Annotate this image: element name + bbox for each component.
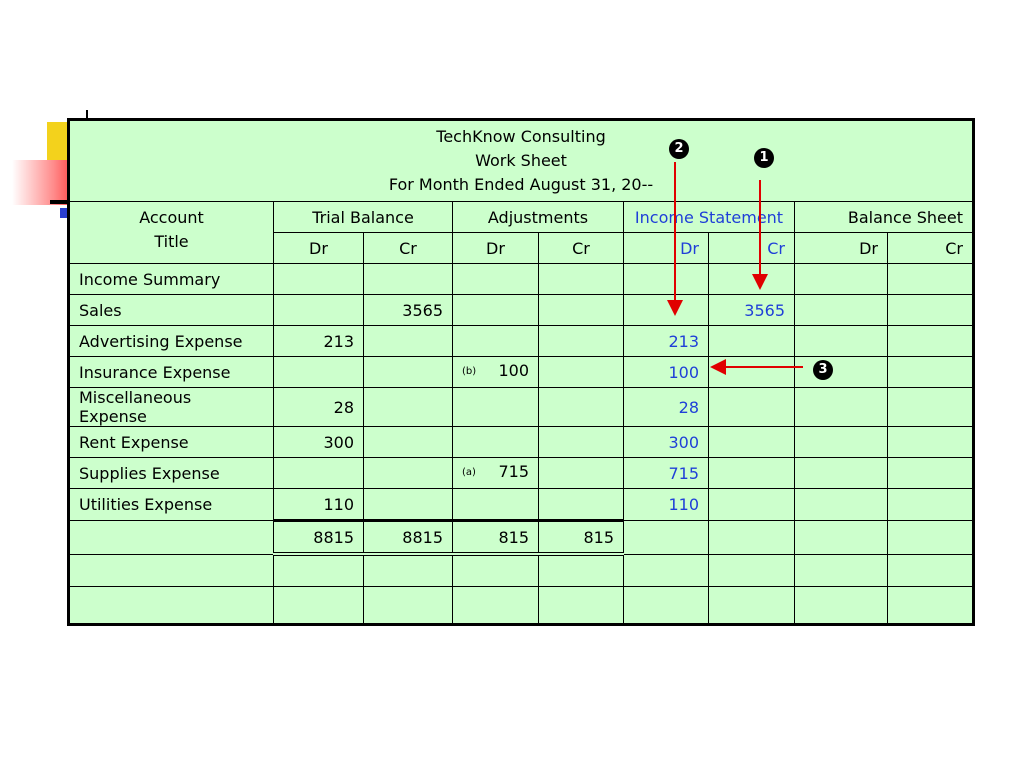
bs-cr bbox=[888, 388, 974, 427]
empty-cell bbox=[709, 554, 795, 587]
is-cr bbox=[709, 489, 795, 521]
empty-cell bbox=[364, 554, 453, 587]
bs-cr bbox=[888, 295, 974, 326]
bs-dr bbox=[795, 264, 888, 295]
adj-dr bbox=[453, 489, 539, 521]
is-cr: 3565 bbox=[709, 295, 795, 326]
balance-sheet-header: Balance Sheet bbox=[795, 202, 974, 233]
is-cr bbox=[709, 357, 795, 388]
account-title: Sales bbox=[69, 295, 274, 326]
marker-one: 1 bbox=[754, 148, 774, 168]
total-is-cr bbox=[709, 521, 795, 555]
tb-cr bbox=[364, 427, 453, 458]
marker-three: 3 bbox=[813, 360, 833, 380]
tb-cr bbox=[364, 489, 453, 521]
is-cr bbox=[709, 427, 795, 458]
bs-dr bbox=[795, 489, 888, 521]
account-header-line2: Title bbox=[154, 232, 189, 251]
tb-cr bbox=[364, 326, 453, 357]
bs-dr bbox=[795, 458, 888, 489]
adj-dr bbox=[453, 388, 539, 427]
totals-title bbox=[69, 521, 274, 555]
bs-cr bbox=[888, 458, 974, 489]
tb-dr: 300 bbox=[274, 427, 364, 458]
is-cr bbox=[709, 264, 795, 295]
table-row bbox=[69, 458, 974, 489]
period-label: For Month Ended August 31, 20-- bbox=[388, 175, 654, 194]
adj-dr-value: 715 bbox=[498, 462, 529, 481]
adj-label: (b) bbox=[462, 366, 477, 377]
tb-dr bbox=[274, 458, 364, 489]
is-dr bbox=[624, 295, 709, 326]
account-title-header bbox=[69, 202, 274, 264]
decoration-yellow-block bbox=[47, 122, 69, 160]
adj-dr bbox=[453, 326, 539, 357]
adj-cr bbox=[539, 458, 624, 489]
empty-cell bbox=[453, 554, 539, 587]
table-row bbox=[69, 295, 974, 326]
marker-two: 2 bbox=[669, 139, 689, 159]
is-dr: 110 bbox=[624, 489, 709, 521]
tb-dr: 110 bbox=[274, 489, 364, 521]
income-statement-header: Income Statement bbox=[624, 202, 795, 233]
bs-cr bbox=[888, 326, 974, 357]
table-row bbox=[69, 427, 974, 458]
table-row bbox=[69, 388, 974, 427]
empty-cell bbox=[453, 587, 539, 625]
empty-cell bbox=[795, 554, 888, 587]
adj-cr-header: Cr bbox=[539, 233, 624, 264]
adj-cr bbox=[539, 489, 624, 521]
adj-cr bbox=[539, 295, 624, 326]
adj-cr bbox=[539, 264, 624, 295]
adj-cr bbox=[539, 326, 624, 357]
empty-row bbox=[69, 554, 974, 587]
empty-cell bbox=[888, 587, 974, 625]
bs-cr bbox=[888, 357, 974, 388]
empty-cell bbox=[274, 587, 364, 625]
empty-cell bbox=[795, 587, 888, 625]
adj-dr-value: 100 bbox=[498, 361, 529, 380]
document-name: Work Sheet bbox=[475, 151, 567, 170]
bs-dr bbox=[795, 427, 888, 458]
table-row bbox=[69, 326, 974, 357]
tb-dr-header: Dr bbox=[274, 233, 364, 264]
empty-cell bbox=[274, 554, 364, 587]
is-cr bbox=[709, 388, 795, 427]
bs-cr bbox=[888, 264, 974, 295]
tb-dr: 28 bbox=[274, 388, 364, 427]
adj-cr bbox=[539, 427, 624, 458]
account-title: Utilities Expense bbox=[69, 489, 274, 521]
account-title: Income Summary bbox=[69, 264, 274, 295]
adj-dr bbox=[453, 295, 539, 326]
account-title: Advertising Expense bbox=[69, 326, 274, 357]
tb-cr bbox=[364, 357, 453, 388]
tb-dr bbox=[274, 295, 364, 326]
empty-cell bbox=[539, 554, 624, 587]
tb-cr bbox=[364, 264, 453, 295]
total-is-dr bbox=[624, 521, 709, 555]
tb-cr bbox=[364, 458, 453, 489]
company-name: TechKnow Consulting bbox=[436, 127, 606, 146]
is-cr bbox=[709, 458, 795, 489]
is-dr bbox=[624, 264, 709, 295]
total-adj-dr: 815 bbox=[453, 521, 539, 555]
adj-dr bbox=[453, 427, 539, 458]
tb-cr-header: Cr bbox=[364, 233, 453, 264]
account-title: Supplies Expense bbox=[69, 458, 274, 489]
worksheet-heading bbox=[69, 120, 974, 202]
adj-label: (a) bbox=[462, 467, 476, 478]
account-title: Rent Expense bbox=[69, 427, 274, 458]
is-dr: 715 bbox=[624, 458, 709, 489]
adj-dr-header: Dr bbox=[453, 233, 539, 264]
empty-cell bbox=[624, 587, 709, 625]
bs-cr bbox=[888, 427, 974, 458]
bs-dr bbox=[795, 295, 888, 326]
heading-row bbox=[69, 120, 974, 202]
bs-cr-header: Cr bbox=[888, 233, 974, 264]
empty-cell bbox=[624, 554, 709, 587]
bs-cr bbox=[888, 489, 974, 521]
totals-row bbox=[69, 521, 974, 555]
empty-cell bbox=[539, 587, 624, 625]
total-adj-cr: 815 bbox=[539, 521, 624, 555]
table-row bbox=[69, 357, 974, 388]
table-row bbox=[69, 489, 974, 521]
work-sheet-table bbox=[67, 118, 975, 626]
total-bs-dr bbox=[795, 521, 888, 555]
bs-dr bbox=[795, 326, 888, 357]
adjustments-header: Adjustments bbox=[453, 202, 624, 233]
adj-cr bbox=[539, 357, 624, 388]
bs-dr bbox=[795, 388, 888, 427]
is-dr: 213 bbox=[624, 326, 709, 357]
empty-cell bbox=[709, 587, 795, 625]
empty-cell bbox=[364, 587, 453, 625]
is-cr-header: Cr bbox=[709, 233, 795, 264]
column-group-row bbox=[69, 202, 974, 233]
total-tb-dr: 8815 bbox=[274, 521, 364, 555]
adj-dr bbox=[453, 264, 539, 295]
empty-cell bbox=[69, 554, 274, 587]
is-dr: 100 bbox=[624, 357, 709, 388]
adj-cr bbox=[539, 388, 624, 427]
bs-dr-header: Dr bbox=[795, 233, 888, 264]
tb-dr bbox=[274, 264, 364, 295]
is-dr: 300 bbox=[624, 427, 709, 458]
empty-row bbox=[69, 587, 974, 625]
tb-dr: 213 bbox=[274, 326, 364, 357]
adj-dr bbox=[453, 357, 539, 388]
total-tb-cr: 8815 bbox=[364, 521, 453, 555]
is-dr: 28 bbox=[624, 388, 709, 427]
trial-balance-header: Trial Balance bbox=[274, 202, 453, 233]
tb-cr: 3565 bbox=[364, 295, 453, 326]
tb-cr bbox=[364, 388, 453, 427]
is-cr bbox=[709, 326, 795, 357]
total-bs-cr bbox=[888, 521, 974, 555]
account-title: Insurance Expense bbox=[69, 357, 274, 388]
account-title: Miscellaneous Expense bbox=[69, 388, 274, 427]
adj-dr bbox=[453, 458, 539, 489]
account-header-line1: Account bbox=[139, 208, 204, 227]
empty-cell bbox=[888, 554, 974, 587]
is-dr-header: Dr bbox=[624, 233, 709, 264]
bs-dr bbox=[795, 357, 888, 388]
tb-dr bbox=[274, 357, 364, 388]
empty-cell bbox=[69, 587, 274, 625]
table-row bbox=[69, 264, 974, 295]
